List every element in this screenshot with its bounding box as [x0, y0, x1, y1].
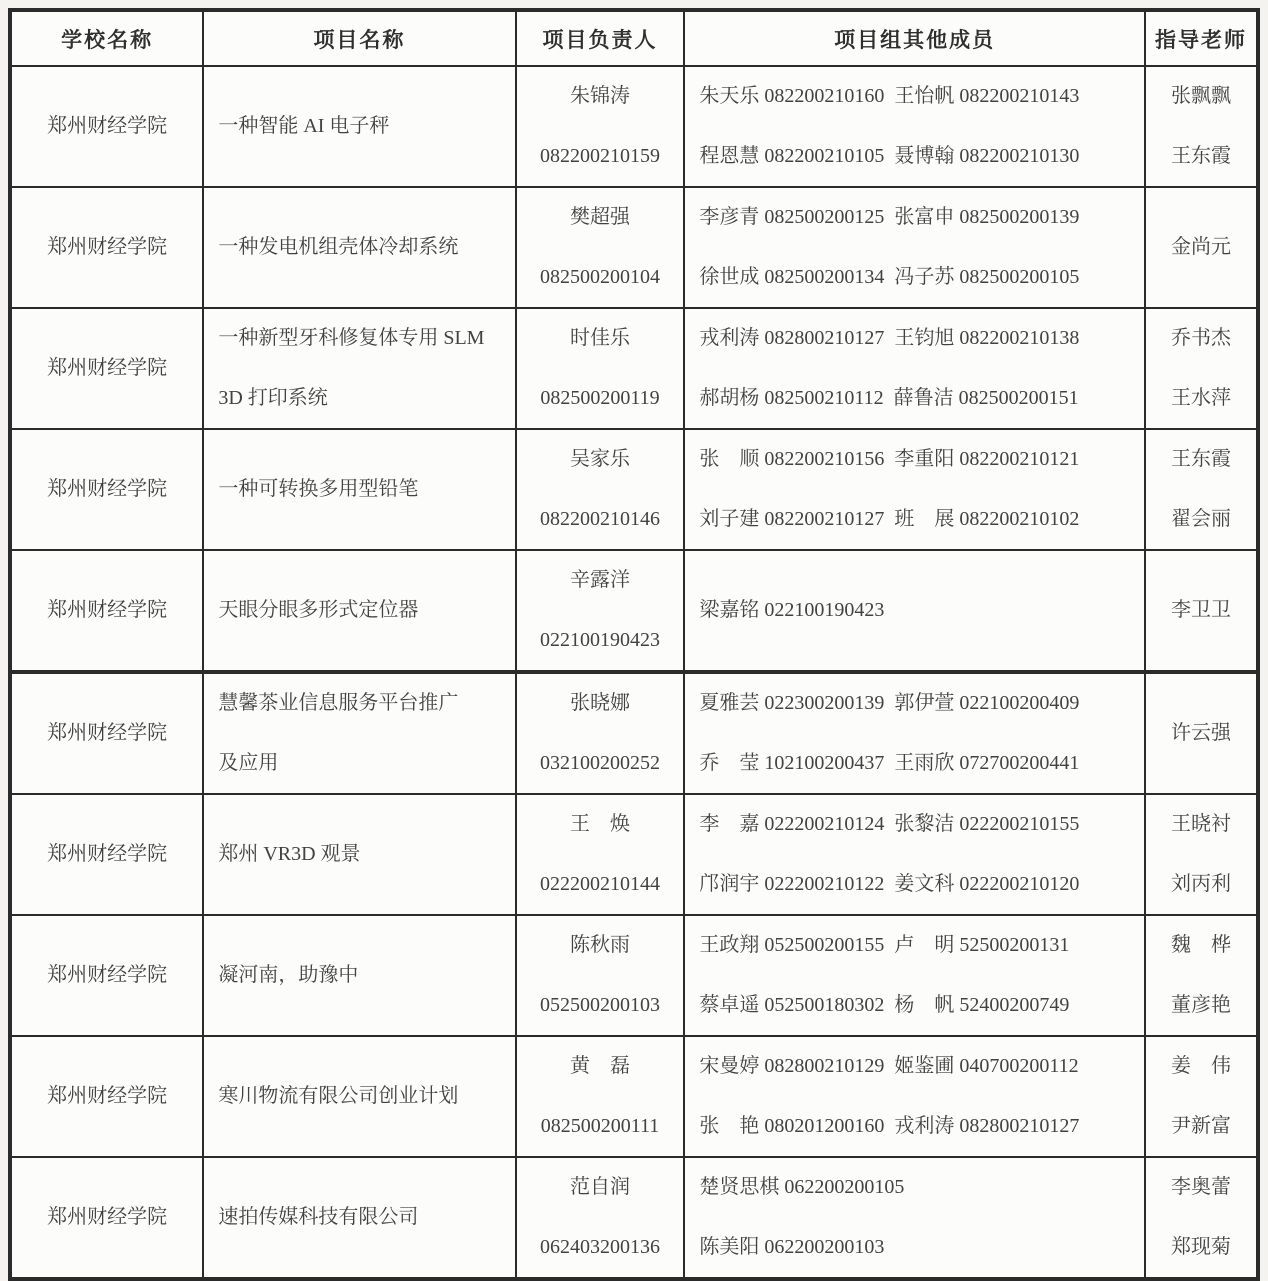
cell-line: 许云强: [1170, 722, 1231, 744]
cell-line: 王晓衬: [1170, 813, 1231, 836]
members-cell: [684, 1157, 1145, 1279]
cell-line: 郑州财经学院: [47, 478, 168, 500]
cell-line: 022100190423: [539, 628, 660, 651]
project-cell: [203, 187, 515, 308]
cell-line: 一种新型牙科修复体专用 SLM: [218, 327, 485, 350]
cell-line: 戎利涛 082800210127 王钧旭 082200210138: [699, 327, 1080, 350]
cell-line: 郑州财经学院: [47, 236, 168, 258]
cell-line: 032100200252: [539, 751, 660, 774]
cell-line: 082200210146: [539, 507, 660, 530]
cell-line: 李卫卫: [1170, 599, 1231, 621]
project-cell: [203, 308, 515, 429]
members-cell: [684, 1036, 1145, 1157]
school-cell: [10, 1036, 203, 1157]
cell-line: 郑州财经学院: [47, 357, 168, 379]
members-cell: [684, 308, 1145, 429]
cell-line: 夏雅芸 022300200139 郭伊萱 022100200409: [699, 692, 1080, 715]
leader-cell: [516, 915, 685, 1036]
teachers-cell: [1145, 66, 1258, 187]
col-header-other-members: 项目组其他成员: [684, 10, 1145, 66]
cell-line: 082500200104: [539, 265, 660, 288]
cell-line: 梁嘉铭 022100190423: [699, 599, 885, 621]
cell-line: 及应用: [218, 751, 279, 774]
cell-line: 一种发电机组壳体冷却系统: [218, 236, 459, 258]
project-cell: [203, 1036, 515, 1157]
table-row: [10, 66, 1258, 187]
cell-line: 一种可转换多用型铅笔: [218, 478, 419, 500]
members-cell: [684, 550, 1145, 672]
project-cell: [203, 794, 515, 915]
cell-line: 李彦青 082500200125 张富申 082500200139: [699, 206, 1080, 229]
cell-line: 蔡卓遥 052500180302 杨 帆 52400200749: [699, 993, 1070, 1016]
cell-line: 052500200103: [539, 993, 660, 1016]
cell-line: 张飘飘: [1170, 85, 1231, 108]
table-row: [10, 794, 1258, 915]
school-cell: [10, 308, 203, 429]
cell-line: 郑州财经学院: [47, 843, 168, 865]
teachers-cell: [1145, 1036, 1258, 1157]
cell-line: 王东霞: [1170, 144, 1231, 167]
cell-line: 天眼分眼多形式定位器: [218, 599, 419, 621]
cell-line: 翟会丽: [1170, 507, 1231, 530]
cell-line: 姜 伟: [1170, 1055, 1231, 1078]
cell-line: 慧馨茶业信息服务平台推广: [218, 692, 459, 715]
cell-line: 王 焕: [569, 813, 630, 836]
table-row: [10, 550, 1258, 672]
cell-line: 乔书杰: [1170, 327, 1231, 350]
project-cell: [203, 429, 515, 550]
school-cell: [10, 429, 203, 550]
members-cell: [684, 429, 1145, 550]
cell-line: 楚贤思棋 062200200105: [699, 1176, 905, 1199]
school-cell: [10, 794, 203, 915]
col-header-project-name: 项目名称: [203, 10, 515, 66]
cell-line: 寒川物流有限公司创业计划: [218, 1085, 459, 1107]
cell-line: 凝河南，助豫中: [218, 964, 359, 986]
cell-line: 082500200111: [540, 1114, 660, 1137]
cell-line: 尹新富: [1170, 1114, 1231, 1137]
cell-line: 樊超强: [569, 206, 630, 229]
teachers-cell: [1145, 915, 1258, 1036]
school-cell: [10, 672, 203, 794]
members-cell: [684, 794, 1145, 915]
cell-line: 张晓娜: [569, 692, 630, 715]
cell-line: 陈秋雨: [569, 934, 630, 957]
cell-line: 刘丙利: [1170, 872, 1231, 895]
table-row: [10, 1036, 1258, 1157]
leader-cell: [516, 308, 685, 429]
table-row: [10, 915, 1258, 1036]
teachers-cell: [1145, 794, 1258, 915]
project-cell: [203, 672, 515, 794]
members-cell: [684, 672, 1145, 794]
cell-line: 张 顺 082200210156 李重阳 082200210121: [699, 448, 1080, 471]
project-cell: [203, 66, 515, 187]
cell-line: 王水萍: [1170, 386, 1231, 409]
cell-line: 辛露洋: [569, 569, 630, 592]
members-cell: [684, 915, 1145, 1036]
school-cell: [10, 187, 203, 308]
cell-line: 082500200119: [540, 386, 660, 409]
members-cell: [684, 187, 1145, 308]
cell-line: 宋曼婷 082800210129 姬鉴圃 040700200112: [699, 1055, 1079, 1078]
cell-line: 范自润: [569, 1176, 630, 1199]
cell-line: 062403200136: [539, 1235, 660, 1258]
leader-cell: [516, 1036, 685, 1157]
cell-line: 李奥蕾: [1170, 1176, 1231, 1199]
leader-cell: [516, 550, 685, 672]
leader-cell: [516, 66, 685, 187]
cell-line: 时佳乐: [569, 327, 630, 350]
table-row: [10, 308, 1258, 429]
cell-line: 郑州财经学院: [47, 1206, 168, 1228]
teachers-cell: [1145, 187, 1258, 308]
teachers-cell: [1145, 672, 1258, 794]
cell-line: 徐世成 082500200134 冯子苏 082500200105: [699, 265, 1080, 288]
cell-line: 朱锦涛: [569, 85, 630, 108]
cell-line: 张 艳 080201200160 戎利涛 082800210127: [699, 1114, 1080, 1137]
leader-cell: [516, 429, 685, 550]
cell-line: 郑州 VR3D 观景: [218, 843, 361, 865]
cell-line: 陈美阳 062200200103: [699, 1235, 885, 1258]
cell-line: 朱天乐 082200210160 王怡帆 082200210143: [699, 85, 1080, 108]
school-cell: [10, 915, 203, 1036]
cell-line: 郝胡杨 082500210112 薛鲁洁 082500200151: [699, 386, 1079, 409]
cell-line: 乔 莹 102100200437 王雨欣 072700200441: [699, 751, 1080, 774]
cell-line: 程恩慧 082200210105 聂博翰 082200210130: [699, 144, 1080, 167]
cell-line: 董彦艳: [1170, 993, 1231, 1016]
project-cell: [203, 1157, 515, 1279]
school-cell: [10, 550, 203, 672]
school-cell: [10, 1157, 203, 1279]
table-row: [10, 187, 1258, 308]
header-row: [10, 10, 1258, 66]
project-cell: [203, 550, 515, 672]
document-sheet: [8, 8, 1260, 1256]
cell-line: 一种智能 AI 电子秤: [218, 115, 390, 137]
teachers-cell: [1145, 1157, 1258, 1279]
cell-line: 郑州财经学院: [47, 115, 168, 137]
table-row: [10, 672, 1258, 794]
cell-line: 魏 桦: [1170, 934, 1231, 957]
cell-line: 吴家乐: [569, 448, 630, 471]
table-row: [10, 1157, 1258, 1279]
leader-cell: [516, 672, 685, 794]
cell-line: 郑州财经学院: [47, 1085, 168, 1107]
cell-line: 邝润宇 022200210122 姜文科 022200210120: [699, 872, 1080, 895]
leader-cell: [516, 794, 685, 915]
cell-line: 郑州财经学院: [47, 722, 168, 744]
teachers-cell: [1145, 429, 1258, 550]
cell-line: 郑州财经学院: [47, 599, 168, 621]
leader-cell: [516, 187, 685, 308]
col-header-project-leader: 项目负责人: [516, 10, 685, 66]
cell-line: 黄 磊: [569, 1055, 630, 1078]
leader-cell: [516, 1157, 685, 1279]
projects-table: [8, 8, 1260, 1281]
table-header: [10, 10, 1258, 66]
school-cell: [10, 66, 203, 187]
cell-line: 刘子建 082200210127 班 展 082200210102: [699, 507, 1080, 530]
cell-line: 王东霞: [1170, 448, 1231, 471]
teachers-cell: [1145, 550, 1258, 672]
scanned-table-page: [0, 8, 1268, 1272]
cell-line: 金尚元: [1170, 236, 1231, 258]
table-row: [10, 429, 1258, 550]
table-body: [10, 66, 1258, 1279]
cell-line: 速拍传媒科技有限公司: [218, 1206, 419, 1228]
cell-line: 王政翔 052500200155 卢 明 52500200131: [699, 934, 1070, 957]
cell-line: 022200210144: [539, 872, 660, 895]
cell-line: 3D 打印系统: [218, 386, 328, 409]
members-cell: [684, 66, 1145, 187]
col-header-advisor: 指导老师: [1145, 10, 1258, 66]
teachers-cell: [1145, 308, 1258, 429]
cell-line: 李 嘉 022200210124 张黎洁 022200210155: [699, 813, 1080, 836]
cell-line: 082200210159: [539, 144, 660, 167]
cell-line: 郑现菊: [1170, 1235, 1231, 1258]
cell-line: 郑州财经学院: [47, 964, 168, 986]
project-cell: [203, 915, 515, 1036]
col-header-school-name: 学校名称: [10, 10, 203, 66]
